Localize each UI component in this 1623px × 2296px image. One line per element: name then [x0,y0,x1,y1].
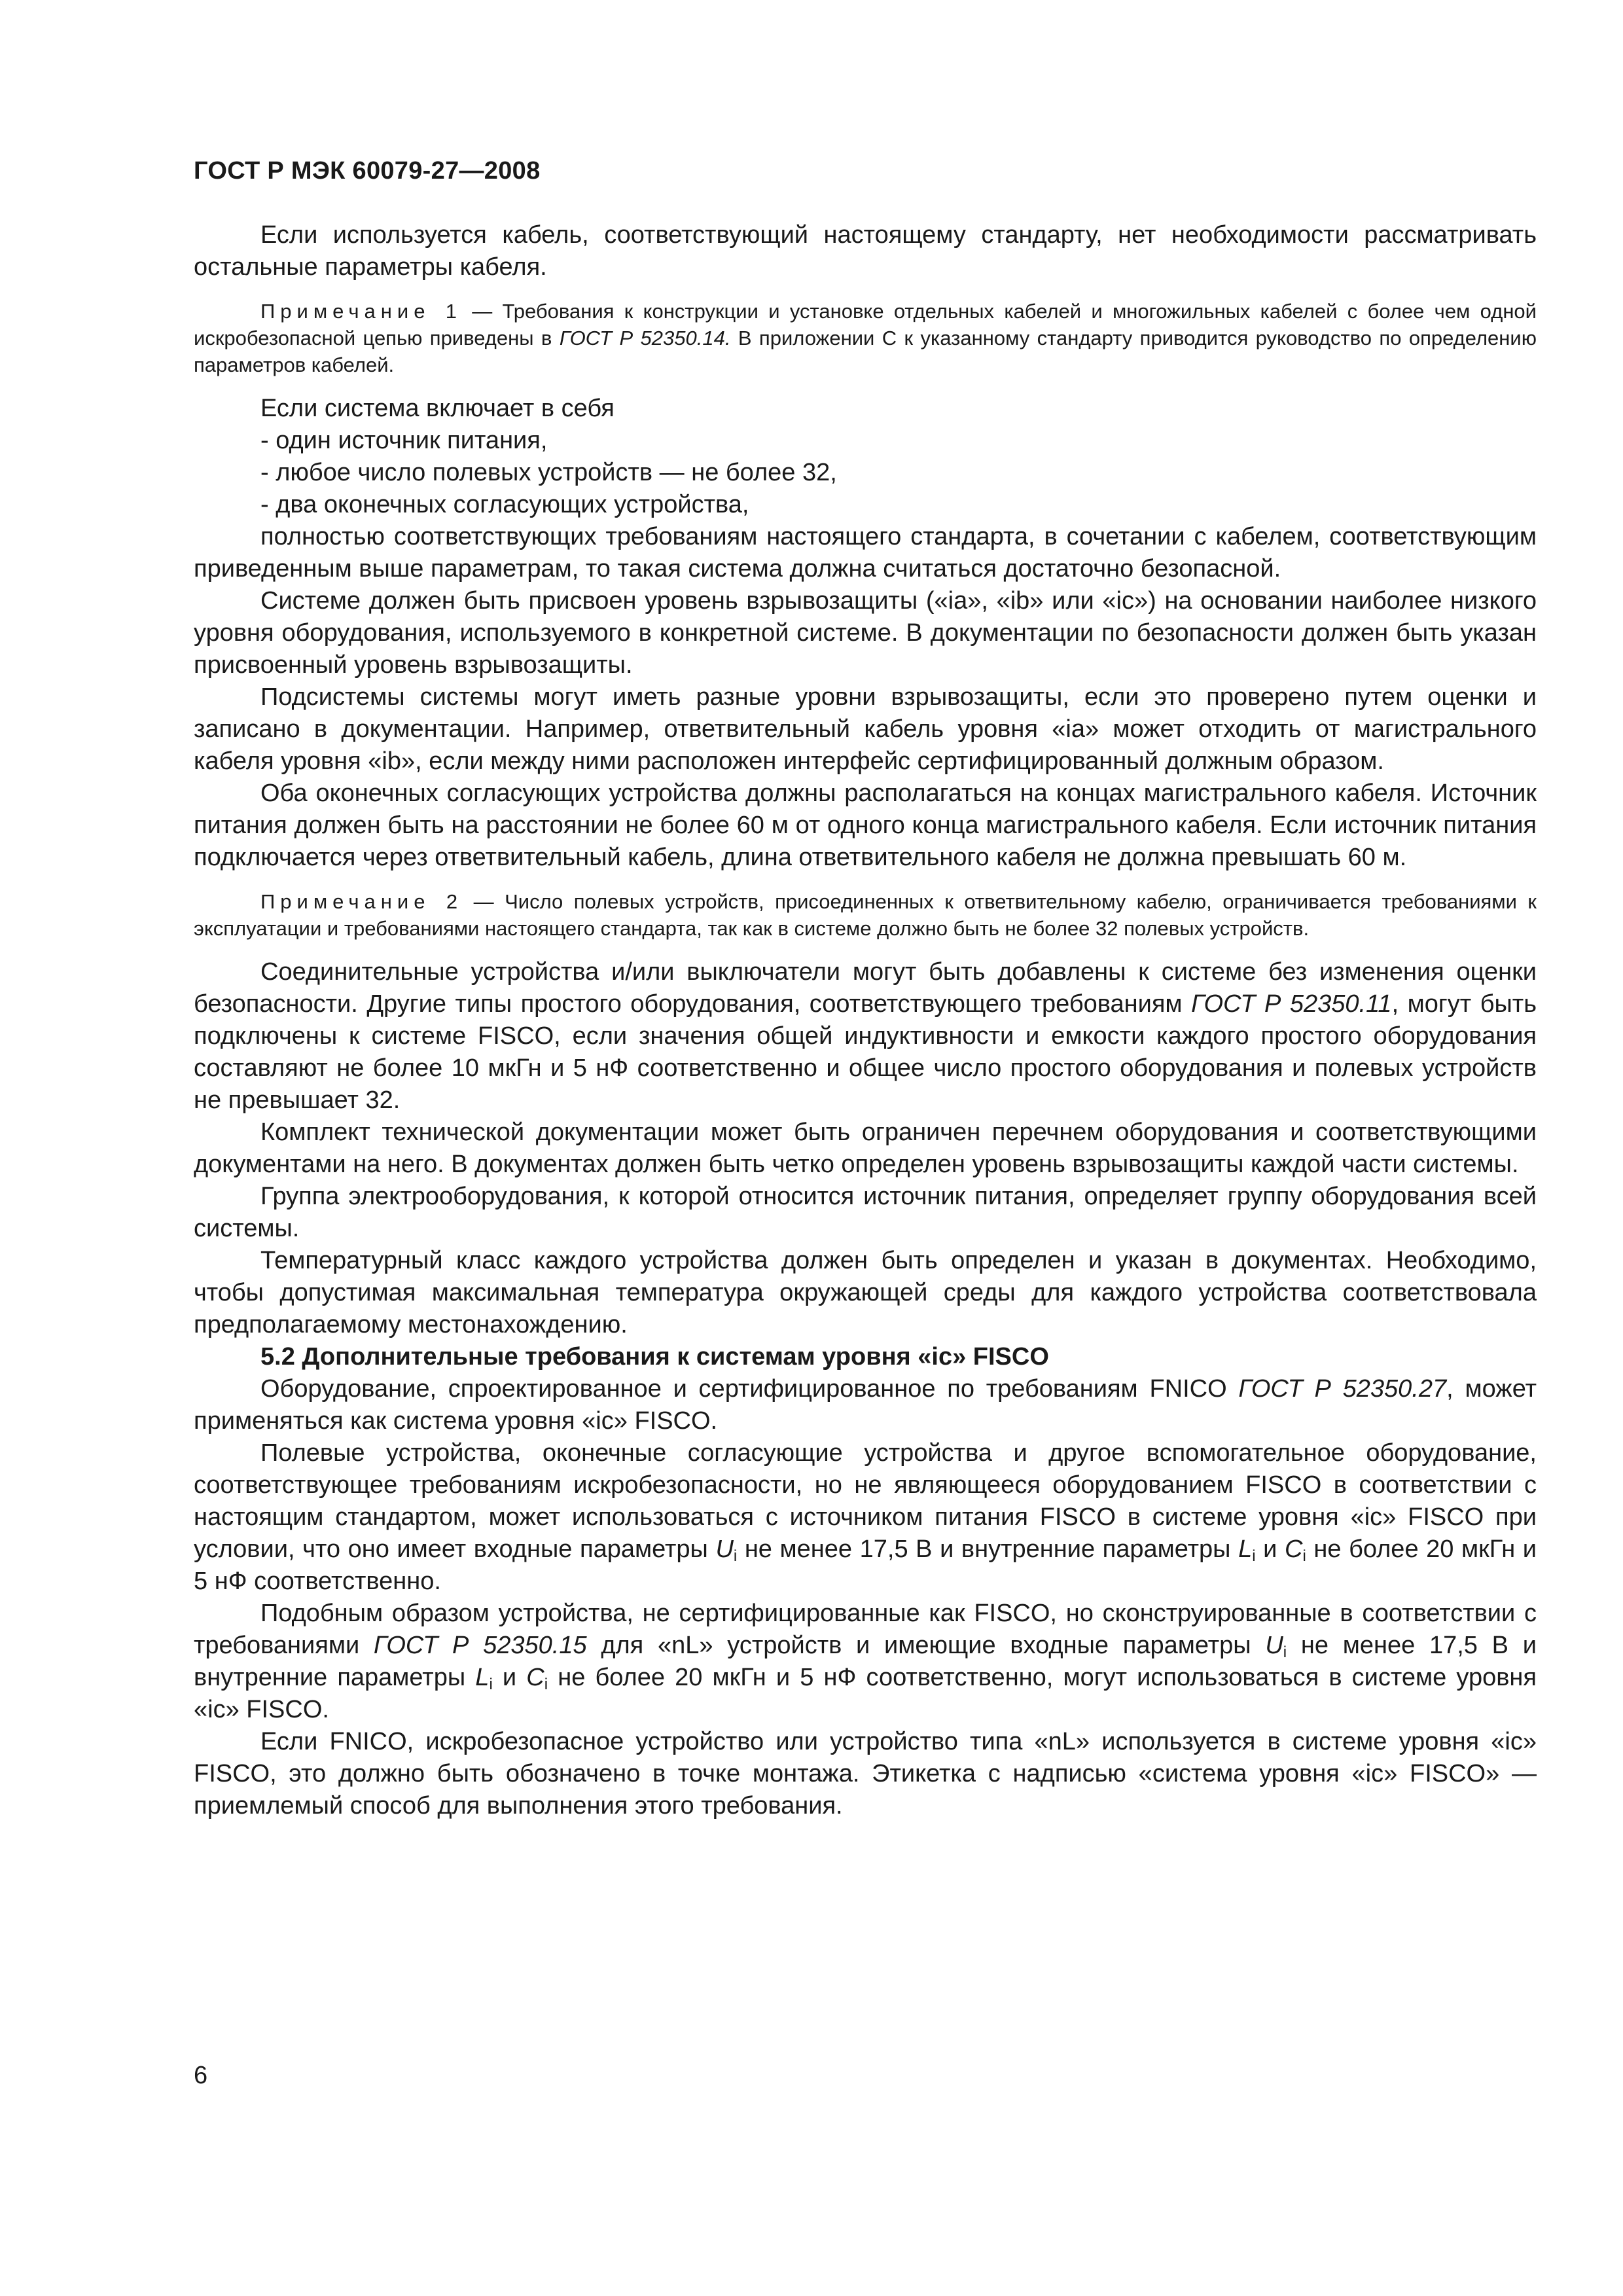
page-number: 6 [194,2062,208,2089]
note-2: Примечание 2 — Число полевых устройств, присоединенных к ответвительному кабелю, ограничивается требованиями к эксплуатации и требованиями настоящего стандарта, так как в системе должно быть не более 32 полевых устройств. [194,890,1537,940]
paragraph: Группа электрооборудования, к которой относится источник питания, определяет группу оборудования всей системы. [194,1183,1537,1242]
symbol-l: L [475,1664,490,1691]
note-1: Примечание 1 — Требования к конструкции и установке отдельных кабелей и многожильных кабелей с более чем одной искробезопасной цепью приведены в ГОСТ Р 52350.14. В приложении С к указанному стандарту приводится руководство по определению параметров кабелей. [194,300,1537,376]
symbol-u: U [1265,1632,1283,1659]
paragraph: Температурный класс каждого устройства должен быть определен и указан в документах. Необходимо, чтобы допустимая максимальная температура окружающей среды для каждого устройства соответствовала предполагаемому местонахождению. [194,1247,1537,1338]
list-item: - один источник питания, [260,427,548,454]
paragraph: полностью соответствующих требованиям настоящего стандарта, в сочетании с кабелем, соответствующим приведенным выше параметрам, то такая система должна считаться достаточно безопасной. [194,523,1537,583]
section-heading: 5.2 Дополнительные требования к системам уровня «ic» FISCO [260,1343,1049,1371]
paragraph: Соединительные устройства и/или выключатели могут быть добавлены к системе без изменения оценки безопасности. Другие типы простого оборудования, соответствующего требованиям ГОСТ Р 52350.11, могут быть подключены к системе FISCO, если значения общей индуктивности и емкости каждого простого оборудования составляют не более 10 мкГн и 5 нФ соответственно и общее число простого оборудования и полевых устройств не превышает 32. [194,958,1537,1114]
standard-reference: ГОСТ Р 52350.15 [373,1632,587,1659]
standard-reference: ГОСТ Р 52350.27 [1238,1375,1447,1403]
paragraph: Если система включает в себя [260,395,615,422]
symbol-c: C [526,1664,544,1691]
paragraph: Подсистемы системы могут иметь разные уровни взрывозащиты, если это проверено путем оценки и записано в документации. Например, ответвительный кабель уровня «ia» может отходить от магистрального кабеля уровня «ib», если между ними расположен интерфейс сертифицированный должным образом. [194,683,1537,775]
paragraph: Подобным образом устройства, не сертифицированные как FISCO, но сконструированные в соответствии с требованиями ГОСТ Р 52350.15 для «nL» устройств и имеющие входные параметры $U_i$ не менее 17,5 В и внутренние параметры $L_i$ и $C_i$ не более 20 мкГн и 5 нФ соответственно, могут использоваться в системе уровня «ic» FISCO. [194,1600,1537,1723]
note-label: Примечание 1 [260,300,462,323]
standard-reference: ГОСТ Р 52350.14. [559,327,731,350]
symbol-l: L [1238,1535,1253,1563]
note-label: Примечание 2 [260,890,463,913]
standard-reference: ГОСТ Р 52350.11 [1191,990,1392,1018]
paragraph: Если FNICO, искробезопасное устройство или устройство типа «nL» используется в системе уровня «ic» FISCO, это должно быть обозначено в точке монтажа. Этикетка с надписью «система уровня «ic» FISCO» — приемлемый способ для выполнения этого требования. [194,1728,1537,1820]
list-item: - любое число полевых устройств — не более 32, [260,459,837,486]
list-item: - два оконечных согласующих устройства, [260,491,749,518]
symbol-c: C [1284,1535,1303,1563]
paragraph: Полевые устройства, оконечные согласующие устройства и другое вспомогательное оборудование, соответствующее требованиям искробезопасности, но не являющееся оборудованием FISCO в соответствии с настоящим стандартом, может использоваться с источником питания FISCO в системе уровня «ic» FISCO при условии, что оно имеет входные параметры $U_i$ не менее 17,5 В и внутренние параметры $L_i$ и $C_i$ не более 20 мкГн и 5 нФ соответственно. [194,1439,1537,1595]
standard-header: ГОСТ Р МЭК 60079-27—2008 [194,157,541,185]
symbol-u: U [715,1535,734,1563]
paragraph: Оба оконечных согласующих устройства должны располагаться на концах магистрального кабеля. Источник питания должен быть на расстоянии не более 60 м от одного конца магистрального кабеля. Если источник питания подключается через ответвительный кабель, длина ответвительного кабеля не должна превышать 60 м. [194,780,1537,871]
paragraph: Комплект технической документации может быть ограничен перечнем оборудования и соответствующими документами на него. В документах должен быть четко определен уровень взрывозащиты каждой части системы. [194,1119,1537,1178]
paragraph: Системе должен быть присвоен уровень взрывозащиты («ia», «ib» или «ic») на основании наиболее низкого уровня оборудования, используемого в конкретной системе. В документации по безопасности должен быть указан присвоенный уровень взрывозащиты. [194,587,1537,679]
paragraph: Если используется кабель, соответствующий настоящему стандарту, нет необходимости рассматривать остальные параметры кабеля. [194,221,1537,281]
paragraph: Оборудование, спроектированное и сертифицированное по требованиям FNICO ГОСТ Р 52350.27, может применяться как система уровня «ic» FISCO. [194,1375,1537,1435]
document-page [194,157,1537,1822]
